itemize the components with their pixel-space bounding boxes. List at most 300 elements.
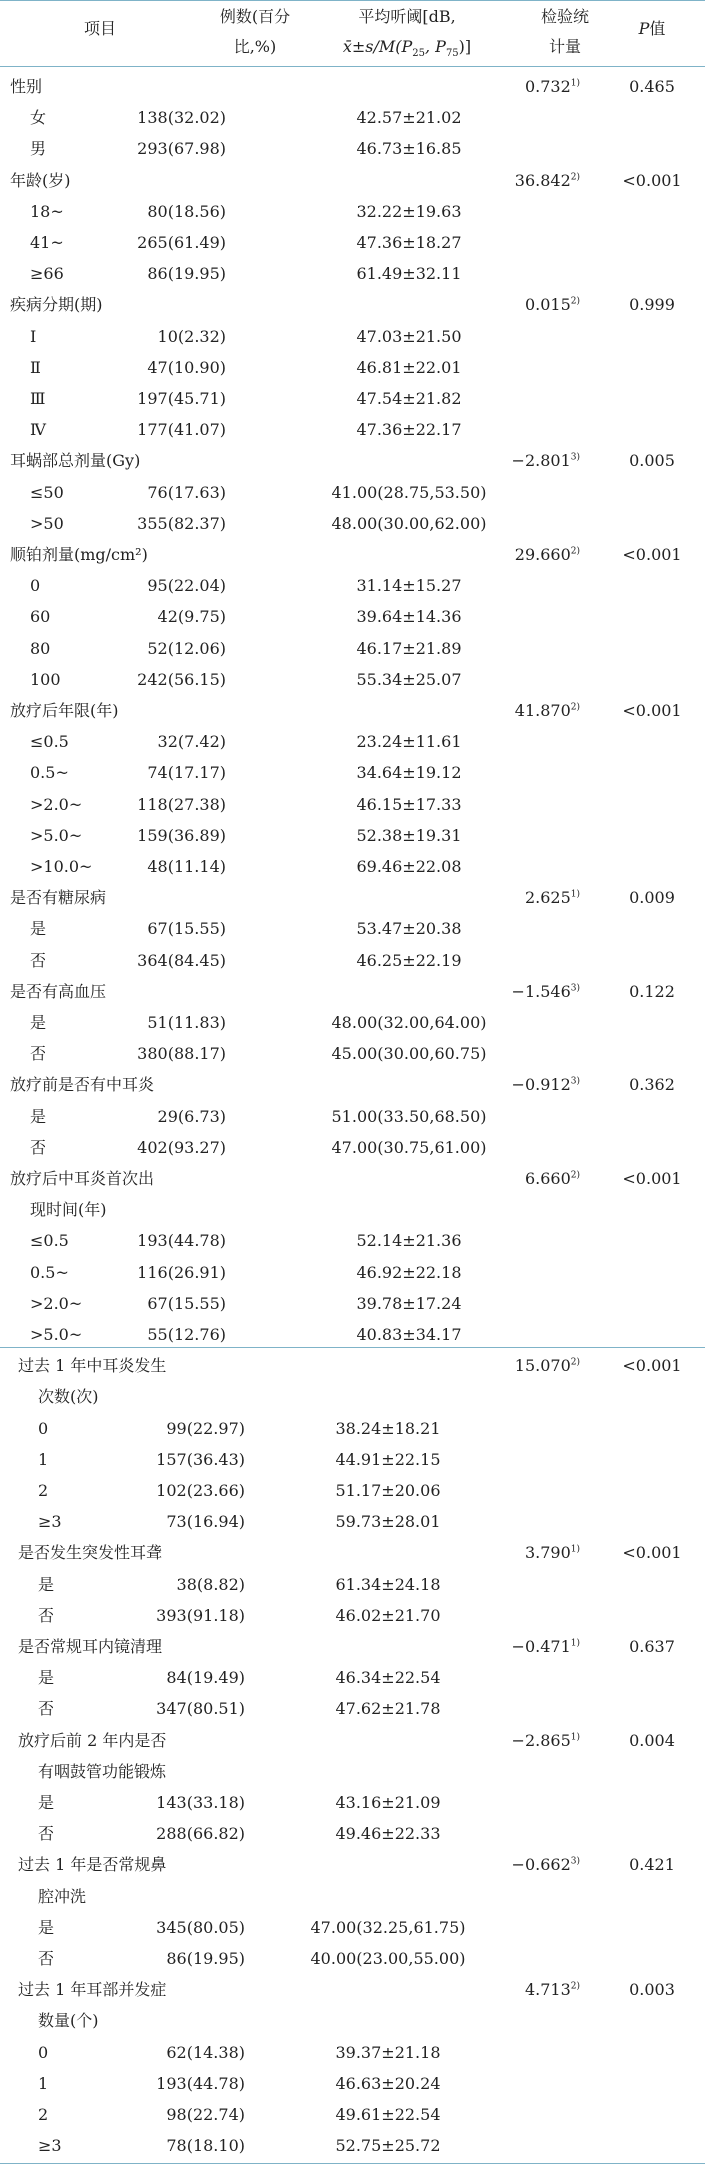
row-hearing-threshold: 47.36±22.17 xyxy=(356,420,462,440)
row-p-value: <0.001 xyxy=(622,170,682,190)
row-count: 67(15.55) xyxy=(147,919,226,939)
table-row-group xyxy=(0,695,705,726)
row-label: ≥3 xyxy=(38,2136,62,2156)
table-row-group xyxy=(0,1537,705,1568)
row-count: 73(16.94) xyxy=(166,1512,245,1532)
row-test-statistic-value: −2.801 xyxy=(511,451,571,471)
table-row-group xyxy=(0,1725,705,1756)
row-label: 过去 1 年耳部并发症 xyxy=(18,1980,167,2000)
row-label: 是 xyxy=(30,1106,47,1126)
row-count: 380(88.17) xyxy=(137,1044,226,1064)
row-count: 67(15.55) xyxy=(147,1293,226,1313)
row-test-statistic-value: 41.870 xyxy=(514,701,571,720)
row-test-statistic-value: 36.842 xyxy=(514,170,571,190)
row-hearing-threshold: 52.38±19.31 xyxy=(356,825,462,845)
row-hearing-threshold: 43.16±21.09 xyxy=(335,1793,441,1812)
row-hearing-threshold: 46.63±20.24 xyxy=(335,2073,441,2093)
row-test-statistic-value: 4.713 xyxy=(524,1980,571,2000)
row-label: 耳蜗部总剂量(Gy) xyxy=(10,451,141,471)
table-row-sub xyxy=(0,945,705,976)
row-label: 否 xyxy=(30,1044,47,1064)
table-row-sub xyxy=(0,1787,705,1818)
table-row-sub xyxy=(0,1101,705,1132)
row-test-statistic-note: 3) xyxy=(570,983,580,994)
row-label: >2.0~ xyxy=(30,1293,83,1313)
row-count: 118(27.38) xyxy=(137,794,226,814)
table-row-group xyxy=(0,976,705,1007)
row-count: 347(80.51) xyxy=(156,1699,245,1719)
header-stat xyxy=(525,2,605,62)
table-row-group xyxy=(0,539,705,570)
header-hearing-end: )] xyxy=(458,37,472,56)
table-row-sub xyxy=(0,1475,705,1506)
row-label: ≤0.5 xyxy=(30,1231,69,1251)
row-label: 否 xyxy=(30,950,47,970)
row-hearing-threshold: 46.17±21.89 xyxy=(356,638,462,658)
table-row-group xyxy=(0,165,705,196)
header-hearing-sub1: 25 xyxy=(412,48,425,60)
row-test-statistic-note: 1) xyxy=(570,1732,580,1743)
table-row-sub xyxy=(0,1257,705,1288)
row-p-value: <0.001 xyxy=(622,701,682,720)
header-hearing-expr: x̄±s/M(P xyxy=(342,37,413,56)
row-label: 否 xyxy=(38,1824,55,1844)
row-test-statistic xyxy=(512,976,580,1007)
row-p-value: <0.001 xyxy=(622,545,682,564)
row-label: 2 xyxy=(38,2105,49,2124)
row-label: >10.0~ xyxy=(30,857,93,876)
row-test-statistic-value: 3.790 xyxy=(524,1543,571,1563)
table-row-sub xyxy=(0,601,705,632)
table-row-sub xyxy=(0,196,705,227)
row-hearing-threshold: 52.14±21.36 xyxy=(356,1231,462,1251)
row-test-statistic-value: 2.625 xyxy=(524,888,571,908)
table-row-group xyxy=(0,882,705,913)
row-test-statistic xyxy=(515,165,580,196)
row-label: 男 xyxy=(30,139,47,159)
row-test-statistic xyxy=(525,71,580,102)
table-row-sub xyxy=(0,1288,705,1319)
table-row-group xyxy=(0,445,705,476)
row-test-statistic xyxy=(515,539,580,570)
row-label: 腔冲洗 xyxy=(38,1886,87,1906)
row-label: 0.5~ xyxy=(30,763,69,783)
row-hearing-threshold: 47.03±21.50 xyxy=(356,326,462,346)
row-count: 116(26.91) xyxy=(137,1262,226,1282)
row-hearing-threshold: 46.73±16.85 xyxy=(356,139,462,159)
table-row-sub xyxy=(0,508,705,539)
row-test-statistic-value: 15.070 xyxy=(514,1356,571,1376)
header-count-line1: 例数(百分 xyxy=(219,7,291,26)
header-stat-line2: 计量 xyxy=(548,37,581,56)
row-label: 是否常规耳内镜清理 xyxy=(18,1637,163,1656)
row-label: 有咽鼓管功能锻炼 xyxy=(38,1761,167,1781)
table-row-group xyxy=(0,1631,705,1662)
header-p-suffix: 值 xyxy=(649,19,666,38)
row-hearing-threshold: 46.02±21.70 xyxy=(335,1605,441,1625)
row-count: 86(19.95) xyxy=(147,264,226,284)
row-label: 否 xyxy=(30,1137,47,1157)
row-hearing-threshold: 51.00(33.50,68.50) xyxy=(331,1106,487,1126)
table-row-sub xyxy=(0,133,705,164)
row-count: 51(11.83) xyxy=(147,1013,226,1032)
row-label: 100 xyxy=(30,669,61,689)
row-count: 29(6.73) xyxy=(157,1106,226,1126)
row-test-statistic-value: −1.546 xyxy=(511,981,571,1001)
row-count: 48(11.14) xyxy=(147,857,226,876)
row-label: 过去 1 年中耳炎发生 xyxy=(18,1356,167,1376)
table-row-sub xyxy=(0,1569,705,1600)
header-hearing-line1: 平均听阈[dB, xyxy=(358,7,456,26)
table-row-sub xyxy=(0,633,705,664)
row-count: 288(66.82) xyxy=(156,1824,245,1844)
row-hearing-threshold: 59.73±28.01 xyxy=(335,1512,441,1532)
row-test-statistic-note: 3) xyxy=(570,1857,580,1868)
table-row-sub xyxy=(0,2099,705,2130)
row-p-value: 0.637 xyxy=(629,1637,675,1656)
row-test-statistic xyxy=(525,1537,580,1568)
row-label: 是 xyxy=(30,919,47,939)
row-count: 355(82.37) xyxy=(137,513,226,533)
row-count: 157(36.43) xyxy=(156,1449,245,1469)
row-label: ≥66 xyxy=(30,264,64,284)
row-count: 95(22.04) xyxy=(147,576,226,596)
row-test-statistic xyxy=(512,445,580,476)
row-count: 74(17.17) xyxy=(147,763,226,783)
row-count: 84(19.49) xyxy=(166,1668,245,1688)
row-hearing-threshold: 55.34±25.07 xyxy=(356,669,462,689)
row-hearing-threshold: 32.22±19.63 xyxy=(356,201,462,221)
row-test-statistic xyxy=(512,1631,580,1662)
row-label: 疾病分期(期) xyxy=(10,295,103,315)
row-label: 是否发生突发性耳聋 xyxy=(18,1543,163,1563)
table-row-sub xyxy=(0,913,705,944)
row-test-statistic xyxy=(512,1069,580,1100)
row-label: 是 xyxy=(38,1574,55,1594)
row-count: 52(12.06) xyxy=(147,638,226,658)
row-p-value: 0.003 xyxy=(629,1980,675,2000)
row-p-value: 0.009 xyxy=(629,888,675,908)
row-label: 性别 xyxy=(10,77,43,96)
row-hearing-threshold: 40.83±34.17 xyxy=(356,1325,462,1344)
header-item: 项目 xyxy=(83,19,116,38)
row-hearing-threshold: 47.54±21.82 xyxy=(356,389,462,408)
row-test-statistic-note: 1) xyxy=(570,889,580,900)
row-hearing-threshold: 52.75±25.72 xyxy=(335,2136,441,2156)
row-count: 138(32.02) xyxy=(137,108,226,128)
header-hearing-line2 xyxy=(312,32,502,62)
row-hearing-threshold: 61.34±24.18 xyxy=(335,1574,441,1594)
top-rule xyxy=(0,0,705,1)
row-hearing-threshold: 39.64±14.36 xyxy=(356,607,462,627)
row-test-statistic-note: 2) xyxy=(570,1170,580,1181)
row-label: 18~ xyxy=(30,201,64,221)
table-row-sub xyxy=(0,1600,705,1631)
section-divider-rule xyxy=(0,1347,705,1348)
row-test-statistic-note: 2) xyxy=(570,546,580,557)
row-test-statistic-note: 2) xyxy=(570,1357,580,1368)
row-hearing-threshold: 39.37±21.18 xyxy=(335,2042,441,2062)
row-label: 现时间(年) xyxy=(30,1200,107,1220)
header-stat-line1: 检验统 xyxy=(540,7,589,26)
table-row-sub xyxy=(0,2005,705,2036)
row-label: 是 xyxy=(30,1013,47,1032)
row-test-statistic-note: 3) xyxy=(570,1077,580,1088)
table-row-sub xyxy=(0,383,705,414)
row-test-statistic xyxy=(515,695,580,726)
row-count: 177(41.07) xyxy=(137,420,226,440)
row-count: 55(12.76) xyxy=(147,1325,226,1344)
table-row-sub xyxy=(0,851,705,882)
row-label: 否 xyxy=(38,1699,55,1719)
row-test-statistic-note: 3) xyxy=(570,453,580,464)
row-p-value: <0.001 xyxy=(622,1543,682,1563)
row-label: 是否有高血压 xyxy=(10,981,107,1001)
table-row-group xyxy=(0,1163,705,1194)
row-hearing-threshold: 40.00(23.00,55.00) xyxy=(310,1949,466,1968)
row-hearing-threshold: 45.00(30.00,60.75) xyxy=(331,1044,487,1064)
row-label: 1 xyxy=(38,1449,49,1469)
table-row-sub xyxy=(0,102,705,133)
row-label: 41~ xyxy=(30,233,64,252)
row-hearing-threshold: 47.62±21.78 xyxy=(335,1699,441,1719)
row-label: >2.0~ xyxy=(30,794,83,814)
row-count: 10(2.32) xyxy=(157,326,226,346)
row-p-value: 0.465 xyxy=(629,77,675,96)
row-hearing-threshold: 47.00(32.25,61.75) xyxy=(310,1917,466,1937)
table-row-sub xyxy=(0,414,705,445)
table-row-group xyxy=(0,1069,705,1100)
row-count: 265(61.49) xyxy=(137,233,226,252)
row-count: 345(80.05) xyxy=(156,1917,245,1937)
row-label: 60 xyxy=(30,607,51,627)
table-row-sub xyxy=(0,1132,705,1163)
row-hearing-threshold: 48.00(32.00,64.00) xyxy=(331,1013,487,1032)
row-p-value: 0.362 xyxy=(629,1075,675,1095)
row-count: 143(33.18) xyxy=(156,1793,245,1812)
row-hearing-threshold: 69.46±22.08 xyxy=(356,857,462,876)
header-hearing xyxy=(312,2,502,62)
row-test-statistic-value: 29.660 xyxy=(514,545,571,564)
row-count: 42(9.75) xyxy=(157,607,226,627)
row-hearing-threshold: 47.00(30.75,61.00) xyxy=(331,1137,487,1157)
row-count: 364(84.45) xyxy=(137,950,226,970)
row-hearing-threshold: 23.24±11.61 xyxy=(356,732,462,752)
row-label: ≤50 xyxy=(30,482,64,502)
row-hearing-threshold: 38.24±18.21 xyxy=(335,1418,441,1438)
row-p-value: 0.421 xyxy=(629,1855,675,1875)
table-row-group xyxy=(0,289,705,320)
row-count: 47(10.90) xyxy=(147,357,226,377)
row-label: ≤0.5 xyxy=(30,732,69,752)
table-row-sub xyxy=(0,1756,705,1787)
row-label: >50 xyxy=(30,513,64,533)
row-hearing-threshold: 39.78±17.24 xyxy=(356,1293,462,1313)
header-count xyxy=(200,2,310,62)
table-row-sub xyxy=(0,1818,705,1849)
table-row-sub xyxy=(0,664,705,695)
row-count: 393(91.18) xyxy=(156,1605,245,1625)
row-hearing-threshold: 61.49±32.11 xyxy=(356,264,462,284)
table-row-sub xyxy=(0,477,705,508)
row-test-statistic-note: 1) xyxy=(570,1638,580,1649)
row-label: 顺铂剂量(mg/cm²) xyxy=(10,545,148,564)
table-row-sub xyxy=(0,1693,705,1724)
row-test-statistic-value: 0.732 xyxy=(524,77,571,96)
row-count: 197(45.71) xyxy=(137,389,226,408)
row-test-statistic-note: 2) xyxy=(570,297,580,308)
table-row-group xyxy=(0,71,705,102)
table-row-group xyxy=(0,1974,705,2005)
table-row-sub xyxy=(0,1007,705,1038)
table-row-sub xyxy=(0,2037,705,2068)
row-label: 年龄(岁) xyxy=(10,170,71,190)
row-test-statistic-note: 2) xyxy=(570,702,580,713)
row-hearing-threshold: 41.00(28.75,53.50) xyxy=(331,482,487,502)
header-rule xyxy=(0,66,705,67)
row-label: 0 xyxy=(30,576,41,596)
row-count: 159(36.89) xyxy=(137,825,226,845)
row-label: 是 xyxy=(38,1917,55,1937)
row-hearing-threshold: 31.14±15.27 xyxy=(356,576,462,596)
row-p-value: 0.122 xyxy=(629,981,675,1001)
row-test-statistic-value: −2.865 xyxy=(511,1730,571,1750)
row-count: 98(22.74) xyxy=(166,2105,245,2124)
row-count: 293(67.98) xyxy=(137,139,226,159)
table-row-sub xyxy=(0,2068,705,2099)
table-row-group xyxy=(0,1849,705,1880)
row-hearing-threshold: 42.57±21.02 xyxy=(356,108,462,128)
row-p-value: 0.005 xyxy=(629,451,675,471)
row-test-statistic-value: 6.660 xyxy=(524,1169,571,1188)
table-row-sub xyxy=(0,789,705,820)
row-count: 193(44.78) xyxy=(156,2073,245,2093)
table-row-sub xyxy=(0,1413,705,1444)
table-row-sub xyxy=(0,1881,705,1912)
row-label: 否 xyxy=(38,1605,55,1625)
row-hearing-threshold: 49.61±22.54 xyxy=(335,2105,441,2124)
table-row-sub xyxy=(0,570,705,601)
table-row-sub xyxy=(0,1506,705,1537)
row-count: 402(93.27) xyxy=(137,1137,226,1157)
row-hearing-threshold: 46.81±22.01 xyxy=(356,357,462,377)
table-row-sub xyxy=(0,352,705,383)
row-count: 193(44.78) xyxy=(137,1231,226,1251)
row-p-value: 0.004 xyxy=(629,1730,675,1750)
row-label: ≥3 xyxy=(38,1512,62,1532)
row-count: 78(18.10) xyxy=(166,2136,245,2156)
row-hearing-threshold: 46.25±22.19 xyxy=(356,950,462,970)
table-row-sub xyxy=(0,1194,705,1225)
row-test-statistic-note: 1) xyxy=(570,1545,580,1556)
row-count: 76(17.63) xyxy=(147,482,226,502)
row-test-statistic-value: 0.015 xyxy=(524,295,571,315)
row-label: 放疗后前 2 年内是否 xyxy=(18,1730,167,1750)
row-hearing-threshold: 46.15±17.33 xyxy=(356,794,462,814)
row-hearing-threshold: 47.36±18.27 xyxy=(356,233,462,252)
table-row-sub xyxy=(0,1038,705,1069)
row-label: 是 xyxy=(38,1668,55,1688)
table-row-sub xyxy=(0,1662,705,1693)
row-hearing-threshold: 34.64±19.12 xyxy=(356,763,462,783)
row-label: >5.0~ xyxy=(30,1325,83,1344)
row-label: 数量(个) xyxy=(38,2011,99,2031)
table-row-sub xyxy=(0,1381,705,1412)
row-hearing-threshold: 46.92±22.18 xyxy=(356,1262,462,1282)
row-label: 过去 1 年是否常规鼻 xyxy=(18,1855,167,1875)
row-test-statistic-note: 2) xyxy=(570,172,580,183)
row-count: 102(23.66) xyxy=(156,1481,245,1500)
row-p-value: 0.999 xyxy=(629,295,675,315)
row-test-statistic xyxy=(525,1974,580,2005)
row-label: 放疗前是否有中耳炎 xyxy=(10,1075,155,1095)
row-label: Ⅰ xyxy=(30,326,37,346)
row-label: 2 xyxy=(38,1481,49,1500)
row-count: 99(22.97) xyxy=(166,1418,245,1438)
row-label: 0 xyxy=(38,1418,49,1438)
row-hearing-threshold: 48.00(30.00,62.00) xyxy=(331,513,487,533)
row-test-statistic-note: 2) xyxy=(570,1981,580,1992)
row-hearing-threshold: 44.91±22.15 xyxy=(335,1449,441,1469)
row-label: 0 xyxy=(38,2042,49,2062)
row-test-statistic xyxy=(525,882,580,913)
row-count: 38(8.82) xyxy=(176,1574,245,1594)
table-row-sub xyxy=(0,227,705,258)
row-hearing-threshold: 49.46±22.33 xyxy=(335,1824,441,1844)
table-row-sub xyxy=(0,1912,705,1943)
table-row-group xyxy=(0,1350,705,1381)
row-hearing-threshold: 46.34±22.54 xyxy=(335,1668,441,1688)
row-label: 0.5~ xyxy=(30,1262,69,1282)
table-row-sub xyxy=(0,1225,705,1256)
row-hearing-threshold: 51.17±20.06 xyxy=(335,1481,441,1500)
row-hearing-threshold: 53.47±20.38 xyxy=(356,919,462,939)
header-count-line2: 比,%) xyxy=(233,37,277,56)
table-row-sub xyxy=(0,1943,705,1974)
header-p-italic: P xyxy=(638,19,650,38)
row-label: 是否有糖尿病 xyxy=(10,888,107,908)
row-label: 放疗后年限(年) xyxy=(10,701,119,720)
row-count: 32(7.42) xyxy=(157,732,226,752)
row-count: 80(18.56) xyxy=(147,201,226,221)
table-row-sub xyxy=(0,1319,705,1350)
row-label: 女 xyxy=(30,108,47,128)
row-label: 放疗后中耳炎首次出 xyxy=(10,1169,155,1188)
row-label: 1 xyxy=(38,2073,49,2093)
table-row-sub xyxy=(0,321,705,352)
row-p-value: <0.001 xyxy=(622,1356,682,1376)
row-label: 80 xyxy=(30,638,51,658)
row-test-statistic xyxy=(525,1163,580,1194)
table-row-sub xyxy=(0,757,705,788)
row-test-statistic xyxy=(512,1849,580,1880)
row-test-statistic-note: 1) xyxy=(570,78,580,89)
table-row-sub xyxy=(0,820,705,851)
table-row-sub xyxy=(0,726,705,757)
header-hearing-sub2: 75 xyxy=(445,48,459,60)
row-label: Ⅲ xyxy=(30,389,46,408)
table-row-sub xyxy=(0,2130,705,2161)
row-test-statistic xyxy=(525,289,580,320)
row-label: Ⅱ xyxy=(30,357,41,377)
row-test-statistic xyxy=(515,1350,580,1381)
row-count: 86(19.95) xyxy=(166,1949,245,1968)
row-count: 62(14.38) xyxy=(166,2042,245,2062)
row-test-statistic-value: −0.912 xyxy=(511,1075,571,1095)
row-test-statistic-value: −0.662 xyxy=(511,1855,571,1875)
row-label: 是 xyxy=(38,1793,55,1812)
row-test-statistic xyxy=(512,1725,580,1756)
